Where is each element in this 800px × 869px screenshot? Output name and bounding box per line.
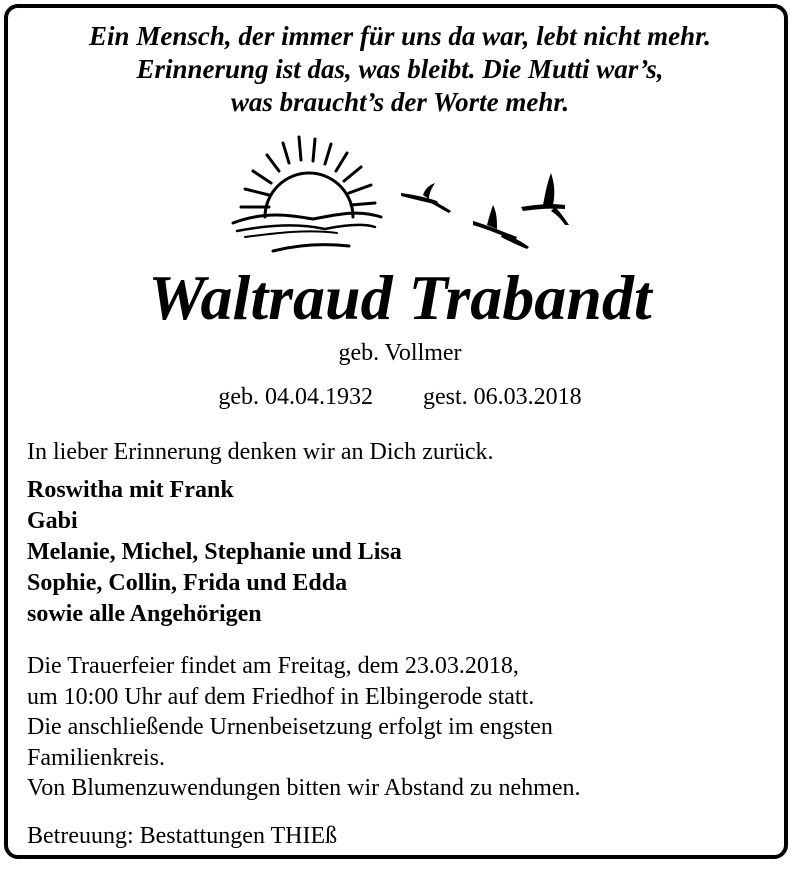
undertaker-credit: Betreuung: Bestattungen THIEß [27,823,338,849]
funeral-notice [27,651,580,804]
verse-line: was braucht’s der Worte mehr. [230,87,570,117]
birth-date: geb. 04.04.1932 [218,384,373,410]
memorial-verse [0,20,800,119]
maiden-name: geb. Vollmer [338,340,462,366]
remembrance-text: In lieber Erinnerung denken wir an Dich zurück. [27,439,494,465]
verse-line: Erinnerung ist das, was bleibt. Die Mutti war’s, [136,54,664,84]
mourner-line: Sophie, Collin, Frida und Edda [27,570,348,596]
funeral-line: Die Trauerfeier findet am Freitag, dem 23.03.2018, [27,653,519,679]
mourner-line: Gabi [27,508,78,534]
verse-line: Ein Mensch, der immer für uns da war, lebt nicht mehr. [89,21,711,51]
funeral-line: Familienkreis. [27,744,165,771]
deceased-name: Waltraud Trabandt [148,262,652,333]
mourner-line: sowie alle Angehörigen [27,601,262,627]
death-date: gest. 06.03.2018 [422,384,582,410]
mourner-line: Melanie, Michel, Stephanie und Lisa [27,539,402,565]
funeral-line: Von Blumenzuwendungen bitten wir Abstand zu nehmen. [27,775,581,802]
mourners-list [27,475,402,630]
life-dates [0,382,800,412]
funeral-line: Die anschließende Urnenbeisetzung erfolgt im engsten [27,714,553,741]
mourner-line: Roswitha mit Frank [27,477,234,503]
funeral-line: um 10:00 Uhr auf dem Friedhof in Elbingerode statt. [27,683,535,710]
sunset-birds-icon [225,133,585,263]
